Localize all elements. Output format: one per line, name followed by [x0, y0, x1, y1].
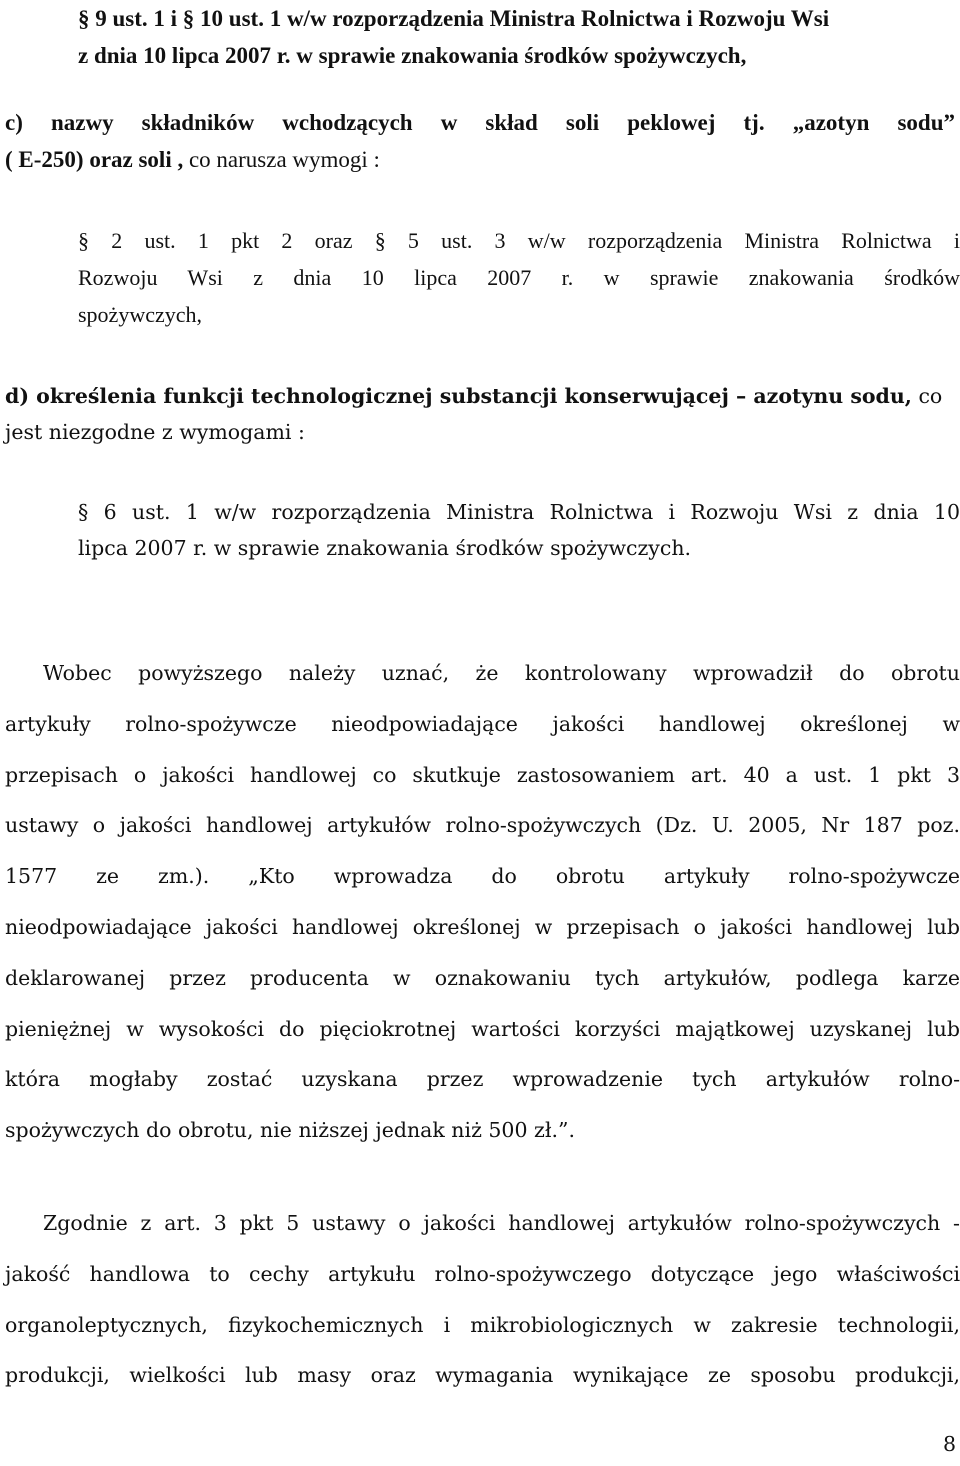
- text-line: organoleptycznych, fizykochemicznych i mikrobiologicznych w zakresie technologii,: [5, 1312, 960, 1337]
- item-c-paragraph: [5, 104, 955, 178]
- item-d-paragraph: [5, 378, 955, 450]
- text-line: d) określenia funkcji technologicznej substancji konserwującej – azotynu sodu, co: [5, 384, 943, 408]
- legal-basis-c: [78, 222, 960, 333]
- text-line: ( E-250) oraz soli , co narusza wymogi :: [5, 147, 380, 172]
- text-line: przepisach o jakości handlowej co skutkuje zastosowaniem art. 40 a ust. 1 pkt 3: [5, 762, 960, 787]
- text-line: artykuły rolno-spożywcze nieodpowiadające jakości handlowej określonej w: [5, 711, 960, 736]
- text-line: jest niezgodne z wymogami :: [5, 420, 305, 444]
- legal-basis-d: [78, 494, 960, 566]
- text-line: z dnia 10 lipca 2007 r. w sprawie znakowania środków spożywczych,: [78, 43, 747, 68]
- text-line: produkcji, wielkości lub masy oraz wymagania wynikające ze sposobu produkcji,: [5, 1363, 960, 1388]
- text-line: spożywczych,: [78, 302, 203, 327]
- text-line: § 9 ust. 1 i § 10 ust. 1 w/w rozporządzenia Ministra Rolnictwa i Rozwoju Wsi: [78, 6, 830, 31]
- text-line: Wobec powyższego należy uznać, że kontrolowany wprowadził do obrotu: [43, 661, 960, 685]
- page-number: 8: [942, 1432, 956, 1456]
- text-line: § 2 ust. 1 pkt 2 oraz § 5 ust. 3 w/w rozporządzenia Ministra Rolnictwa i: [78, 228, 960, 253]
- text-line: pieniężnej w wysokości do pięciokrotnej wartości korzyści majątkowej uzyskanej lub: [5, 1016, 960, 1041]
- text-line: lipca 2007 r. w sprawie znakowania środków spożywczych.: [78, 536, 692, 560]
- definition-paragraph: [5, 1198, 960, 1401]
- text-line: która mogłaby zostać uzyskana przez wprowadzenie tych artykułów rolno-: [5, 1067, 960, 1092]
- text-line: ustawy o jakości handlowej artykułów rolno-spożywczych (Dz. U. 2005, Nr 187 poz.: [5, 813, 960, 838]
- text-line: jakość handlowa to cechy artykułu rolno-spożywczego dotyczące jego właściwości: [5, 1261, 960, 1286]
- law-reference-bold: [78, 0, 960, 74]
- text-line: deklarowanej przez producenta w oznakowaniu tych artykułów, podlega karze: [5, 965, 960, 990]
- text-line: spożywczych do obrotu, nie niższej jednak niż 500 zł.”.: [5, 1118, 575, 1143]
- text-line: 1577 ze zm.). „Kto wprowadza do obrotu artykuły rolno-spożywcze: [5, 864, 960, 889]
- text-line: § 6 ust. 1 w/w rozporządzenia Ministra Rolnictwa i Rozwoju Wsi z dnia 10: [78, 500, 960, 524]
- conclusion-paragraph: [5, 648, 960, 1156]
- text-line: Rozwoju Wsi z dnia 10 lipca 2007 r. w sprawie znakowania środków: [78, 265, 960, 290]
- text-line: c) nazwy składników wchodzących w skład soli peklowej tj. „azotyn sodu”: [5, 110, 955, 135]
- text-line: nieodpowiadające jakości handlowej określonej w przepisach o jakości handlowej lub: [5, 914, 960, 939]
- text-line: Zgodnie z art. 3 pkt 5 ustawy o jakości handlowej artykułów rolno-spożywczych -: [43, 1211, 960, 1235]
